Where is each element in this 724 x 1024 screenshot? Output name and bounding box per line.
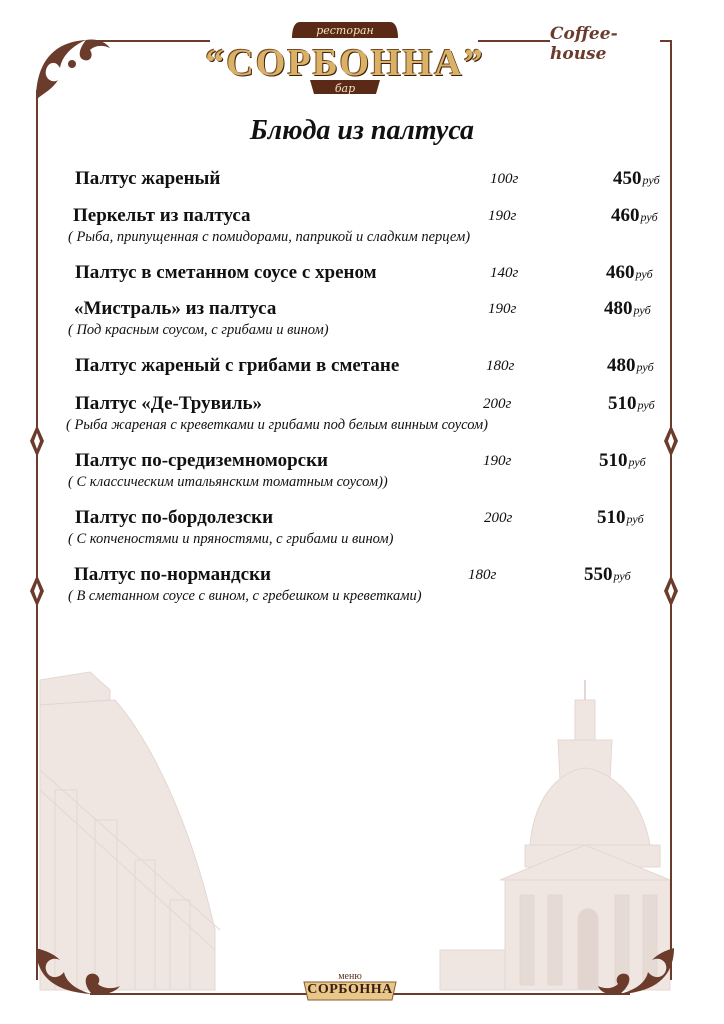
frame-right-line [670,40,672,980]
footer-logo [300,968,400,1002]
logo-brand-name: “СОРБОННА” [205,42,485,84]
dish-weight: 180г [486,358,515,374]
coffee-house-label: Coffee-house [550,24,618,64]
dish-description: ( В сметанном соусе с вином, с гребешком и креветками) [68,588,422,604]
side-diamond-ornament-icon [28,425,46,457]
dish-price: 510руб [599,450,646,471]
dish-weight: 190г [488,301,517,317]
dish-price: 460руб [611,205,658,226]
dish-price: 510руб [608,393,655,414]
dish-description: ( С копченостями и пряностями, с грибами и вином) [68,531,394,547]
dish-price: 550руб [584,564,631,585]
frame-left-line [36,90,38,980]
side-diamond-ornament-icon [662,575,680,607]
dish-price: 510руб [597,507,644,528]
dish-name: Палтус жареный с грибами в сметане [75,355,400,376]
dish-weight: 180г [468,567,497,583]
dish-name: Палтус «Де-Трувиль» [75,393,263,414]
dish-weight: 200г [484,510,513,526]
dish-name: Палтус жареный [75,168,221,189]
dish-price: 480руб [604,298,651,319]
dish-description: ( Под красным соусом, с грибами и вином) [68,322,329,338]
dish-weight: 140г [490,265,519,281]
corner-flourish-icon [32,944,124,1000]
dish-description: ( Рыба жареная с креветками и грибами под белым винным соусом) [66,417,488,433]
footer-brand-name: СОРБОННА [307,982,393,997]
dish-description: ( Рыба, припущенная с помидорами, паприкой и сладким перцем) [68,229,471,245]
side-diamond-ornament-icon [662,425,680,457]
dish-weight: 190г [483,453,512,469]
dish-name: Палтус в сметанном соусе с хреном [75,262,377,283]
dish-price: 480руб [607,355,654,376]
dish-name: Палтус по-средиземноморски [75,450,328,471]
dish-name: «Мистраль» из палтуса [74,298,277,319]
dish-weight: 100г [490,171,519,187]
dish-weight: 190г [488,208,517,224]
logo-restaurant-label: ресторан [316,24,374,37]
dish-price: 460руб [606,262,653,283]
corner-flourish-icon [32,34,114,104]
corner-flourish-icon [596,944,678,1000]
dish-price: 450руб [613,168,660,189]
dish-name: Перкельт из палтуса [73,205,251,226]
page-title: Блюда из палтуса [249,115,475,146]
logo-bar-label: бар [334,82,356,95]
side-diamond-ornament-icon [28,575,46,607]
dish-name: Палтус по-нормандски [74,564,271,585]
restaurant-logo [200,18,490,98]
dish-weight: 200г [483,396,512,412]
footer-menu-label: меню [338,971,362,982]
dish-description: ( С классическим итальянским томатным соусом)) [68,474,388,490]
dish-name: Палтус по-бордолезски [75,507,274,528]
